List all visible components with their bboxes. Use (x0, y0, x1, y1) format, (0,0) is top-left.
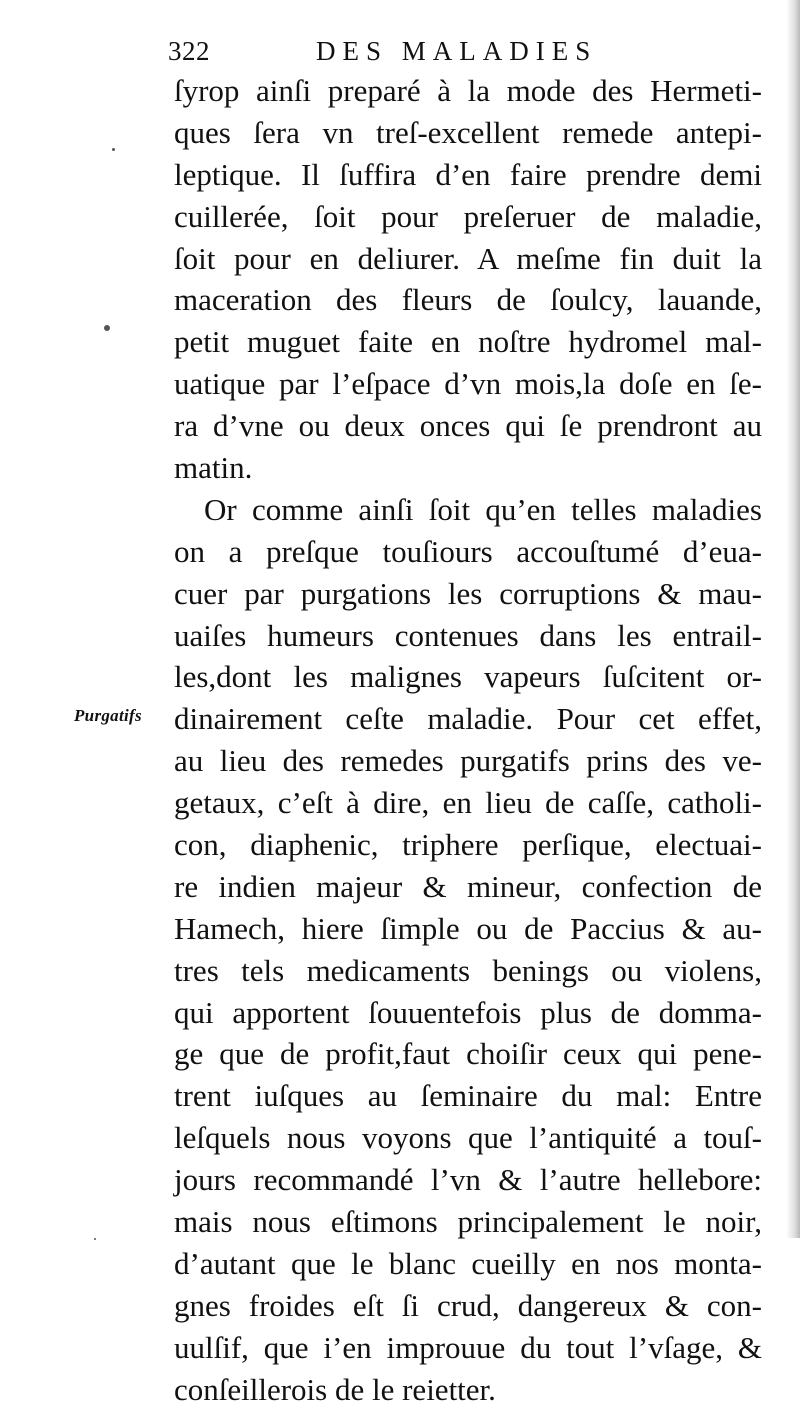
running-title: DES MALADIES (316, 36, 598, 66)
text-line: matin. (174, 450, 253, 486)
marginal-note: Purgatifs (74, 706, 142, 725)
text-line: qui apportent ſouuentefois plus de domma- (174, 994, 762, 1030)
text-line: Or comme ainſi ſoit qu’en telles maladies (204, 491, 762, 527)
text-line: maceration des fleurs de ſoulcy, lauande, (174, 282, 762, 318)
text-line: ſyrop ainſi preparé à la mode des Hermeti- (174, 73, 762, 108)
ink-speck (94, 1238, 96, 1240)
text-line: ques ſera vn treſ-excellent remede antepi- (174, 114, 762, 150)
text-line: tres tels medicaments benings ou violens, (174, 952, 762, 988)
page-edge-shadow (786, 0, 800, 1238)
text-line: con, diaphenic, triphere perſique, electuai- (174, 827, 762, 863)
text-line: cuillerée, ſoit pour preſeruer de maladie, (174, 198, 762, 234)
text-line: uaiſes humeurs contenues dans les entrail- (174, 617, 762, 653)
text-line: ra d’vne ou deux onces qui ſe prendront au (174, 408, 762, 444)
text-line: d’autant que le blanc cueilly en nos monta- (174, 1245, 762, 1281)
text-line: les,dont les malignes vapeurs ſuſcitent or- (174, 659, 762, 695)
text-line: uulſif, que i’en improuue du tout l’vſage, & (174, 1329, 762, 1365)
text-line: ſoit pour en deliurer. A meſme fin duit la (174, 240, 762, 276)
text-line: au lieu des remedes purgatifs prins des ve- (174, 743, 762, 779)
text-line: Hamech, hiere ſimple ou de Paccius & au- (174, 910, 762, 946)
text-line: petit muguet faite en noſtre hydromel mal- (174, 324, 762, 360)
text-line: cuer par purgations les corruptions & mau- (174, 575, 762, 611)
text-line: leſquels nous voyons que l’antiquité a touſ- (174, 1120, 762, 1156)
text-line: mais nous eſtimons principalement le noir, (174, 1204, 762, 1240)
running-head (168, 36, 768, 72)
text-line: gnes froides eſt ſi crud, dangereux & con- (174, 1287, 762, 1323)
text-line: jours recommandé l’vn & l’autre hellebore: (174, 1162, 762, 1198)
text-line: re indien majeur & mineur, confection de (174, 868, 762, 904)
text-line: ge que de profit,faut choiſir ceux qui pene- (174, 1036, 762, 1072)
body-text (174, 70, 762, 1411)
text-line: getaux, c’eſt à dire, en lieu de caſſe, catholi- (174, 785, 762, 821)
page-number: 322 (168, 36, 210, 66)
text-line: on a preſque touſiours accouſtumé d’eua- (174, 533, 762, 569)
ink-speck (112, 148, 115, 151)
text-line: trent iuſques au ſeminaire du mal: Entre (174, 1078, 762, 1114)
text-line: leptique. Il ſuffira d’en faire prendre demi (174, 156, 762, 192)
text-line: uatique par l’eſpace d’vn mois,la doſe en ſe- (174, 366, 762, 402)
ink-speck (104, 325, 110, 331)
text-line: dinairement ceſte maladie. Pour cet effet, (174, 701, 762, 737)
text-line: conſeillerois de le reietter. (174, 1371, 496, 1407)
